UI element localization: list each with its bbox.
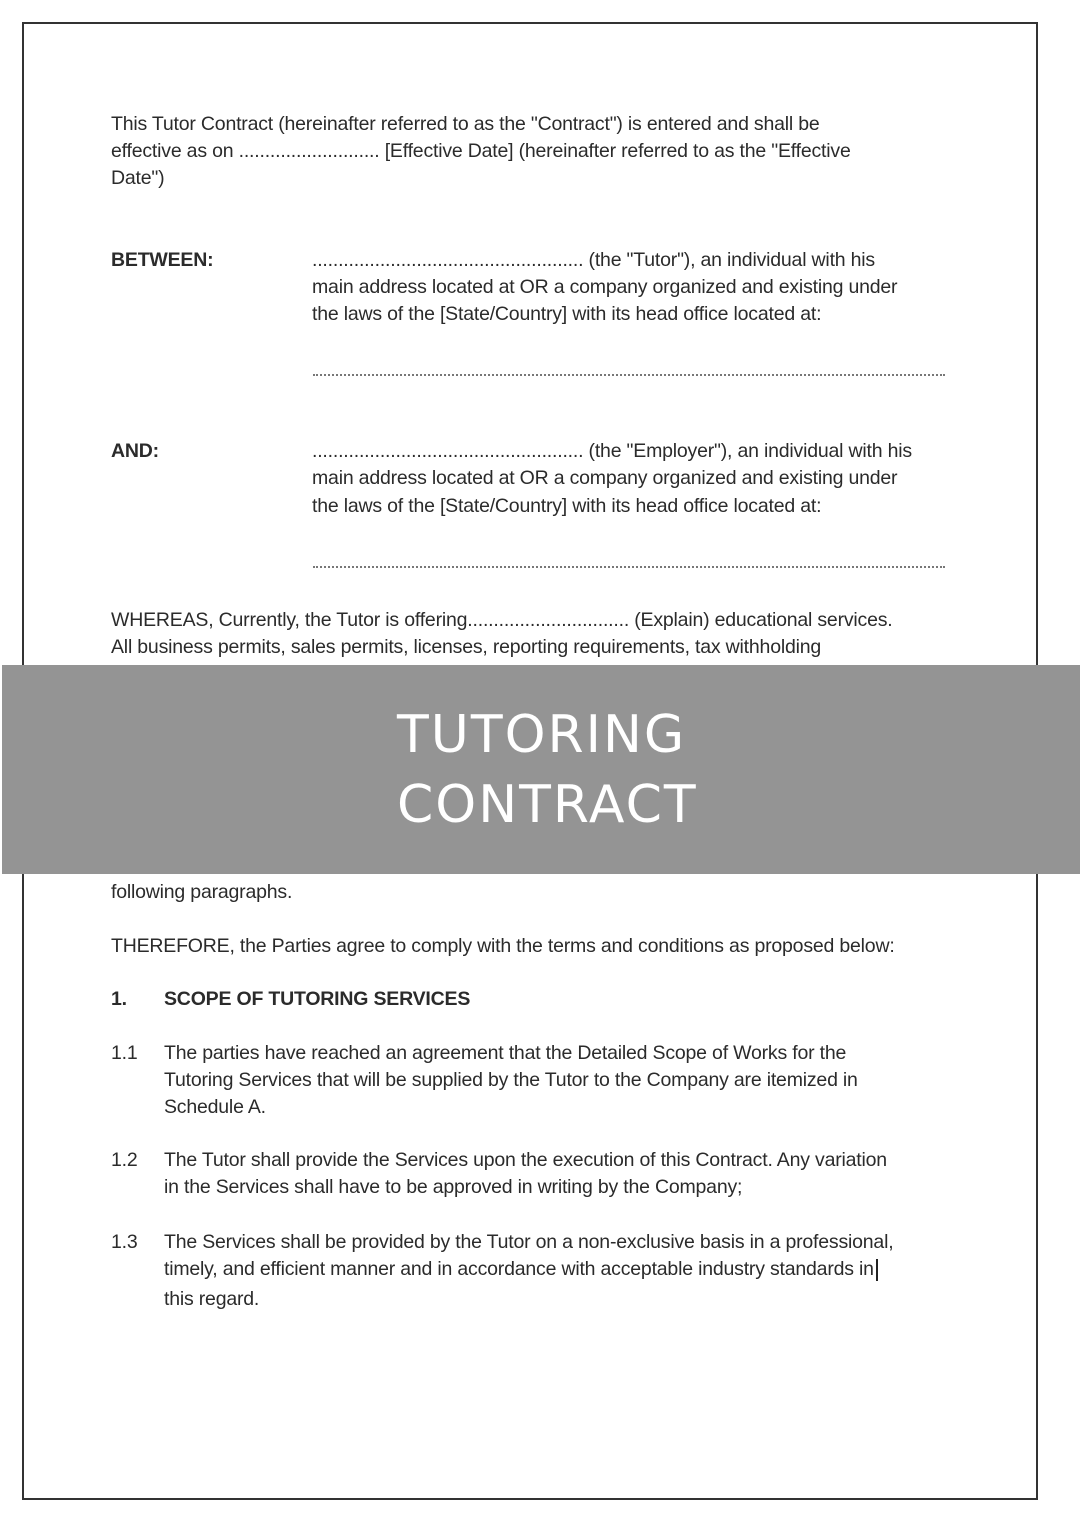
clause-line: in the Services shall have to be approved in writing by the Company; xyxy=(164,1176,743,1198)
between-line-3: the laws of the [State/Country] with its head office located at: xyxy=(312,303,822,325)
clause-line: Tutoring Services that will be supplied by the Tutor to the Company are itemized in xyxy=(164,1069,858,1091)
intro-line-1: This Tutor Contract (hereinafter referred to as the "Contract") is entered and shall be xyxy=(111,113,820,135)
text-cursor xyxy=(876,1259,878,1281)
therefore-line: THEREFORE, the Parties agree to comply with the terms and conditions as proposed below: xyxy=(111,935,895,957)
clause-number: 1.2 xyxy=(111,1149,138,1171)
and-line-3: the laws of the [State/Country] with its head office located at: xyxy=(312,495,822,517)
clause-line: The parties have reached an agreement that the Detailed Scope of Works for the xyxy=(164,1042,847,1064)
clause-line: The Tutor shall provide the Services upon the execution of this Contract. Any variation xyxy=(164,1149,887,1171)
between-label: BETWEEN: xyxy=(111,249,214,271)
between-line-2: main address located at OR a company organized and existing under xyxy=(312,276,898,298)
section-number: 1. xyxy=(111,988,127,1010)
clause-line: The Services shall be provided by the Tutor on a non-exclusive basis in a professional, xyxy=(164,1231,894,1253)
whereas-line-2: All business permits, sales permits, licenses, reporting requirements, tax withholding xyxy=(111,636,822,658)
clause-number: 1.3 xyxy=(111,1231,138,1253)
banner-title-line-2: CONTRACT xyxy=(397,775,698,835)
section-title: SCOPE OF TUTORING SERVICES xyxy=(164,988,471,1010)
clause-line: timely, and efficient manner and in accordance with acceptable industry standards in xyxy=(164,1258,874,1280)
clause-line-with-cursor xyxy=(164,1256,878,1284)
whereas-line-1: WHEREAS, Currently, the Tutor is offering............................... (Explain) educational services. xyxy=(111,609,893,631)
intro-line-3: Date") xyxy=(111,167,165,189)
intro-line-2: effective as on ........................... [Effective Date] (hereinafter referred to as the "Effective xyxy=(111,140,851,162)
and-line-2: main address located at OR a company organized and existing under xyxy=(312,467,898,489)
and-address-blank xyxy=(313,566,945,568)
between-line-1: .................................................... (the "Tutor"), an individual with his xyxy=(312,249,875,271)
title-banner xyxy=(2,665,1080,874)
and-label: AND: xyxy=(111,440,159,462)
between-address-blank xyxy=(313,374,945,376)
clause-line: Schedule A. xyxy=(164,1096,266,1118)
following-line: following paragraphs. xyxy=(111,881,293,903)
banner-title-line-1: TUTORING xyxy=(397,705,687,765)
clause-number: 1.1 xyxy=(111,1042,138,1064)
and-line-1: .................................................... (the "Employer"), an individual with his xyxy=(312,440,912,462)
clause-line: this regard. xyxy=(164,1288,260,1310)
